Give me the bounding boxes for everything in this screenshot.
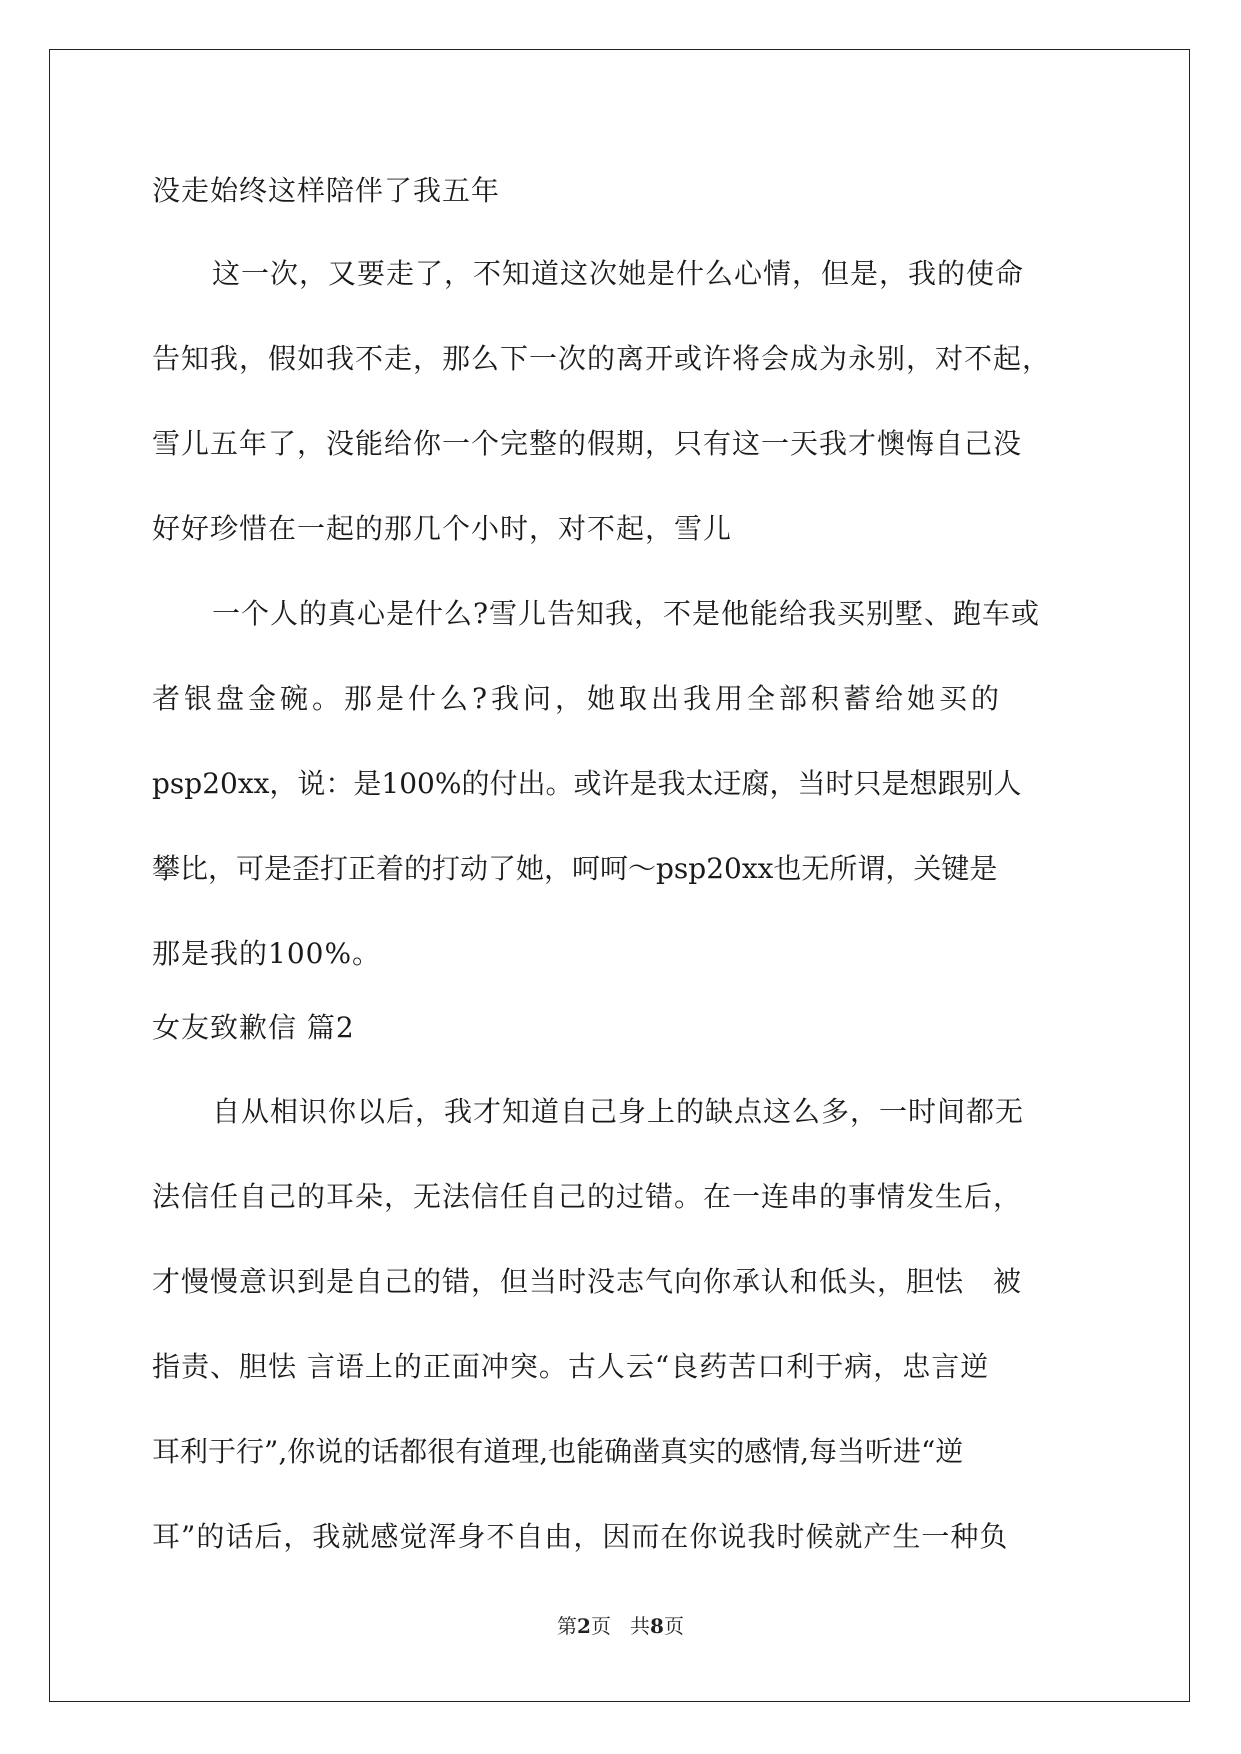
paragraph-3-line-3: 才慢慢意识到是自己的错，但当时没志气向你承认和低头，胆怯 被: [152, 1265, 1023, 1298]
total-suffix: 页: [663, 1614, 684, 1638]
total-pages: 8: [650, 1614, 664, 1638]
page-number: 2: [577, 1614, 591, 1638]
paragraph-3-line-2: 法信任自己的耳朵，无法信任自己的过错。在一连串的事情发生后，: [152, 1180, 1023, 1213]
page-footer: [0, 1610, 1241, 1639]
paragraph-2-line-4: 攀比，可是歪打正着的打动了她，呵呵～psp20xx也无所谓，关键是: [152, 852, 998, 885]
paragraph-2-line-1: 一个人的真心是什么?雪儿告知我，不是他能给我买别墅、跑车或: [212, 597, 1041, 630]
paragraph-2-line-2: 者银盘金碗。那是什么?我问，她取出我用全部积蓄给她买的: [152, 682, 1004, 715]
page-suffix: 页: [590, 1614, 611, 1638]
paragraph-3-line-6: 耳”的话后，我就感觉浑身不自由，因而在你说我时候就产生一种负: [152, 1520, 1009, 1553]
paragraph-1-line-3: 雪儿五年了，没能给你一个完整的假期，只有这一天我才懊悔自己没: [152, 427, 1023, 460]
paragraph-2-line-3: psp20xx，说：是100%的付出。或许是我太迂腐，当时只是想跟别人: [152, 767, 1022, 800]
total-prefix: 共: [630, 1614, 651, 1638]
page-prefix: 第: [557, 1614, 578, 1638]
paragraph-1-line-4: 好好珍惜在一起的那几个小时，对不起，雪儿: [152, 512, 733, 545]
paragraph-2-line-5: 那是我的100%。: [152, 937, 382, 970]
paragraph-3-line-4: 指责、胆怯 言语上的正面冲突。古人云“良药苦口利于病，忠言逆: [152, 1350, 990, 1383]
paragraph-1-line-2: 告知我，假如我不走，那么下一次的离开或许将会成为永别，对不起，: [152, 342, 1052, 375]
text-line-1: 没走始终这样陪伴了我五年: [152, 174, 501, 207]
paragraph-1-line-1: 这一次，又要走了，不知道这次她是什么心情，但是，我的使命: [212, 257, 1025, 290]
section-heading: 女友致歉信 篇2: [152, 1011, 355, 1044]
paragraph-3-line-5: 耳利于行”,你说的话都很有道理,也能确凿真实的感情,每当听进“逆: [152, 1435, 964, 1468]
paragraph-3-line-1: 自从相识你以后，我才知道自己身上的缺点这么多，一时间都无: [212, 1095, 1025, 1128]
